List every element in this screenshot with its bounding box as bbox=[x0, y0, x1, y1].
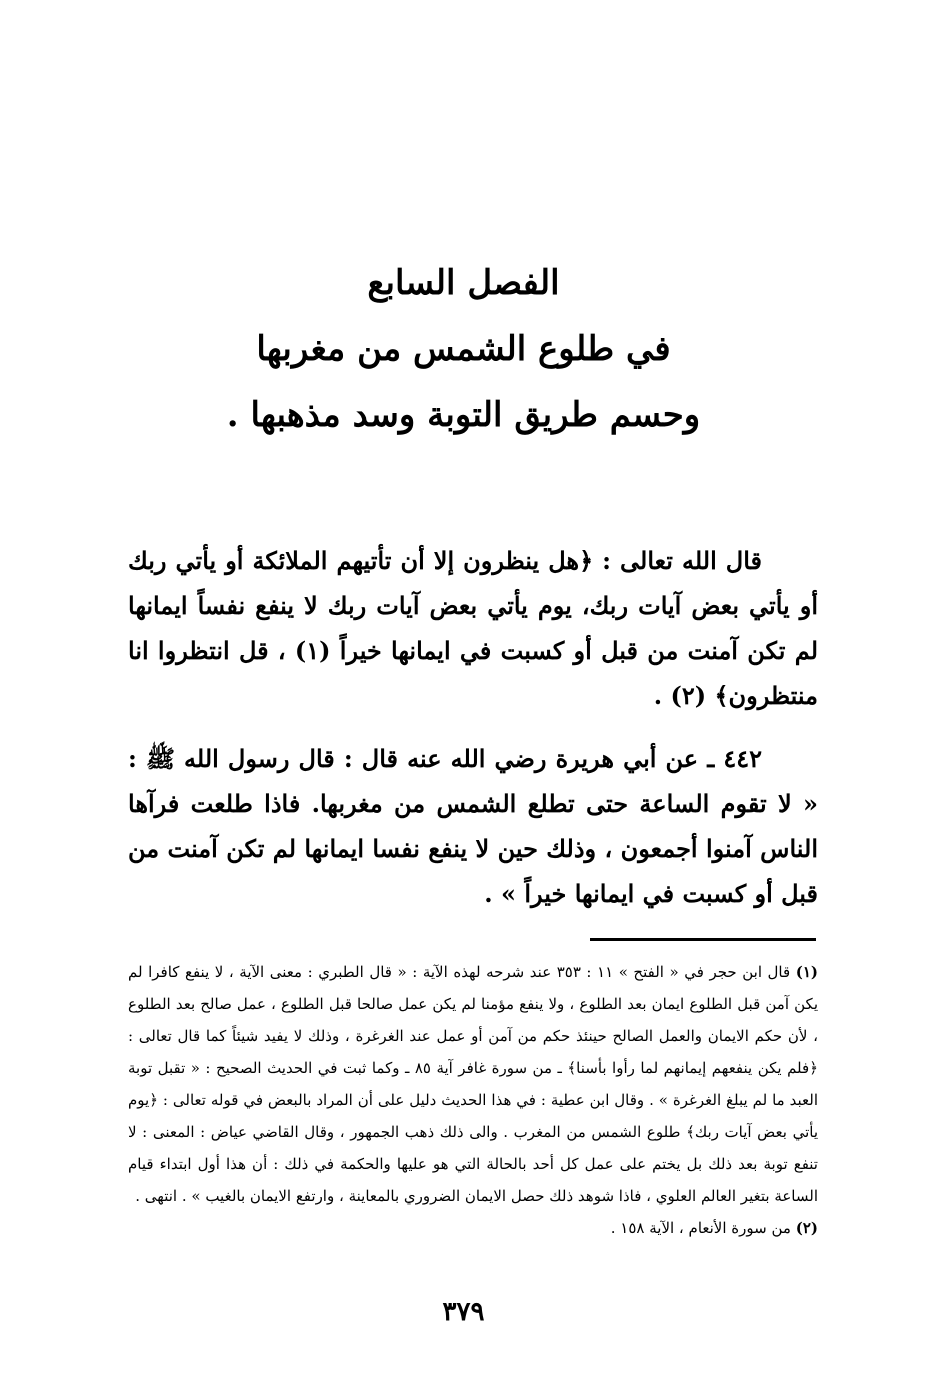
chapter-subtitle-line-2: وحسم طريق التوبة وسد مذهبها . bbox=[226, 395, 701, 435]
page-number: ٣٧٩ bbox=[442, 1297, 485, 1327]
chapter-subtitle-line-1: في طلوع الشمس من مغربها bbox=[256, 329, 671, 369]
footnote-number: (٢) bbox=[795, 1219, 818, 1237]
quran-verse-text: قال الله تعالى : ﴿هل ينظرون إلا أن تأتيهم الملائكة أو يأتي ربك أو يأتي بعض آيات ربك، يوم يأتي بعض آيات ربك لا ينفع نفساً ايمانها لم تكن آمنت من قبل أو كسبت في ايمانها خيراً (١) ، قل انتظروا انا منتظرون﴾ (٢) . bbox=[128, 546, 818, 710]
hadith-text: ٤٤٢ ـ عن أبي هريرة رضي الله عنه قال : قال رسول الله ﷺ : « لا تقوم الساعة حتى تطلع الشمس من مغربها. فاذا طلعت فرآها الناس آمنوا أجمعون ، وذلك حين لا ينفع نفسا ايمانها لم تكن آمنت من قبل أو كسبت في ايمانها خيراً » . bbox=[128, 744, 818, 908]
footnote-text: قال ابن حجر في « الفتح » ١١ : ٣٥٣ عند شرحه لهذه الآية : « قال الطبري : معنى الآية ، لا ينفع كافرا لم يكن آمن قبل الطلوع ايمان بعد الطلوع ، ولا ينفع مؤمنا لم يكن عمل صالحا قبل الطلوع ، عمل صالح بعد الطلوع ، لأن حكم الايمان والعمل الصالح حينئذ حكم من آمن أو عمل عند الغرغرة ، وذلك لا يفيد شيئاً كما قال تعالى : ﴿فلم يكن ينفعهم إيمانهم لما رأوا بأسنا﴾ ـ من سورة غافر آية ٨٥ ـ وكما ثبت في الحديث الصحيح : « تقبل توبة العبد ما لم يبلغ الغرغرة » . وقال ابن عطية : في هذا الحديث دليل على أن المراد بالبعض في قوله تعالى : ﴿يوم يأتي بعض آيات ربك﴾ طلوع الشمس من المغرب . والى ذلك ذهب الجمهور ، وقال القاضي عياض : المعنى : لا تنفع توبة بعد ذلك بل يختم على عمل كل أحد بالحالة التي هو عليها والحكمة في ذلك : أن هذا أول ابتداء قيام الساعة بتغير العالم العلوي ، فاذا شوهد ذلك حصل الايمان الضروري بالمعاينة ، وارتفع الايمان بالغيب » . انتهى . bbox=[128, 963, 818, 1205]
chapter-title: الفصل السابع bbox=[367, 263, 560, 303]
footnote-text: من سورة الأنعام ، الآية ١٥٨ . bbox=[610, 1219, 791, 1237]
footnote-1 bbox=[128, 956, 818, 1212]
chapter-heading bbox=[0, 250, 927, 448]
footnote-2 bbox=[128, 1212, 818, 1244]
footnote-separator bbox=[590, 938, 816, 941]
hadith-paragraph bbox=[128, 736, 818, 916]
footnotes bbox=[128, 956, 818, 1244]
quran-verse-paragraph bbox=[128, 538, 818, 718]
footnote-number: (١) bbox=[795, 963, 818, 981]
